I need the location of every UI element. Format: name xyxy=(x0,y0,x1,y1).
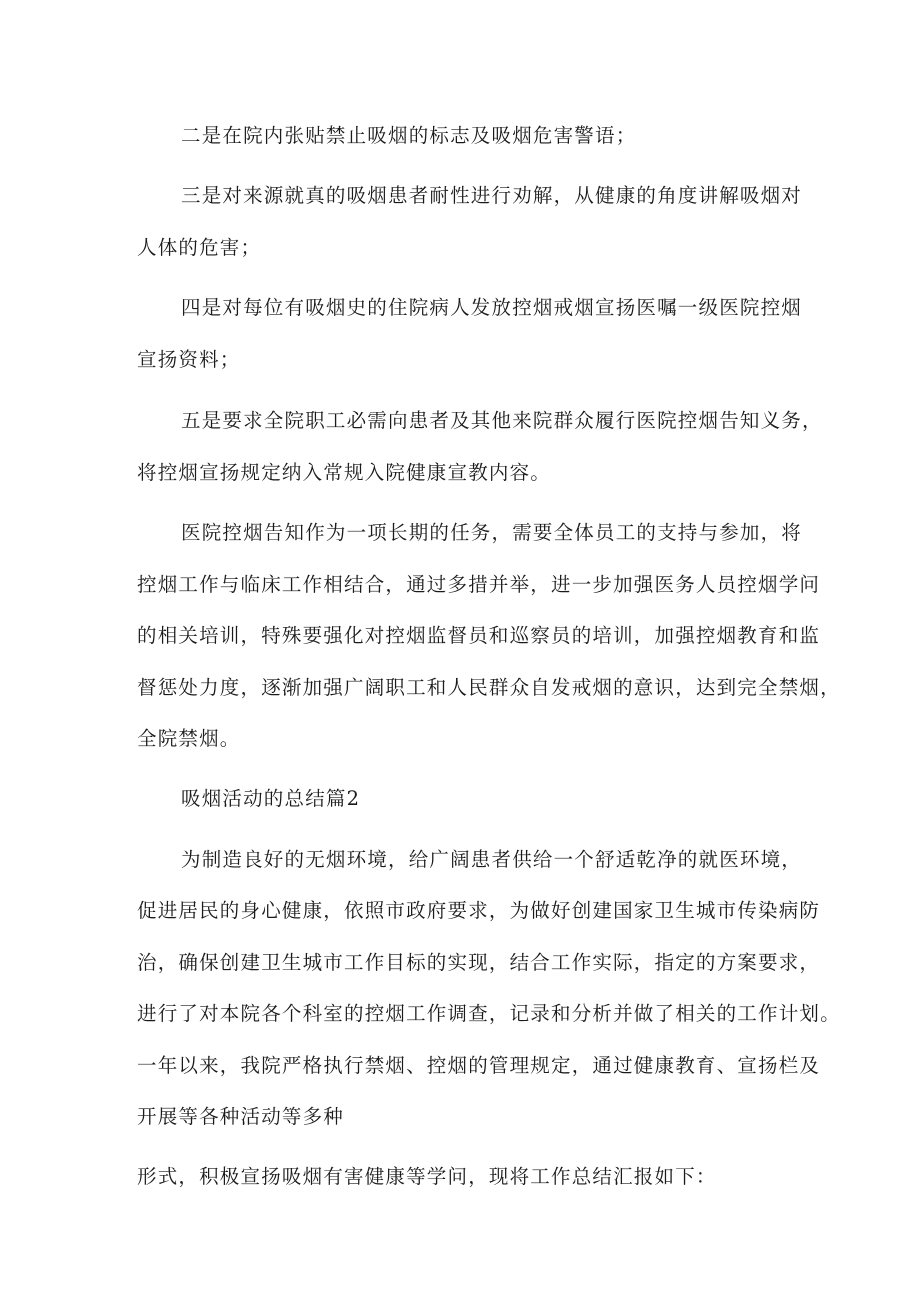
text-line: 控烟工作与临床工作相结合，通过多措并举，进一步加强医务人员控烟学问 xyxy=(137,573,821,596)
text-line: 二是在院内张贴禁止吸烟的标志及吸烟危害警语； xyxy=(181,124,637,147)
text-line: 医院控烟告知作为一项长期的任务，需要全体员工的支持与参加，将 xyxy=(181,521,803,544)
text-line: 一年以来，我院严格执行禁烟、控烟的管理规定，通过健康教育、宣扬栏及 xyxy=(137,1054,821,1077)
text-line: 治，确保创建卫生城市工作目标的实现，结合工作实际，指定的方案要求， xyxy=(137,951,821,974)
text-line: 五是要求全院职工必需向患者及其他来院群众履行医院控烟告知义务， xyxy=(181,409,823,432)
text-line: 三是对来源就真的吸烟患者耐性进行劝解，从健康的角度讲解吸烟对 xyxy=(181,184,803,207)
text-line: 为制造良好的无烟环境，给广阔患者供给一个舒适乾净的就医环境， xyxy=(181,848,803,871)
text-line: 促进居民的身心健康，依照市政府要求，为做好创建国家卫生城市传染病防 xyxy=(137,899,821,922)
text-line: 进行了对本院各个科室的控烟工作调查，记录和分析并做了相关的工作计划。 xyxy=(137,1002,841,1025)
text-line: 全院禁烟。 xyxy=(137,727,241,750)
text-line: 督惩处力度，逐渐加强广阔职工和人民群众自发戒烟的意识，达到完全禁烟， xyxy=(137,676,841,699)
heading-text: 吸烟活动的总结篇2 xyxy=(181,787,361,810)
text-line: 的相关培训，特殊要强化对控烟监督员和巡察员的培训，加强控烟教育和监 xyxy=(137,624,821,647)
text-line: 形式，积极宣扬吸烟有害健康等学问，现将工作总结汇报如下： xyxy=(137,1165,717,1188)
text-line: 将控烟宣扬规定纳入常规入院健康宣教内容。 xyxy=(137,461,552,484)
text-line: 人体的危害； xyxy=(137,236,262,259)
text-line: 宣扬资料； xyxy=(137,348,241,371)
text-line: 开展等各种活动等多种 xyxy=(137,1105,345,1128)
text-line: 四是对每位有吸烟史的住院病人发放控烟戒烟宣扬医嘱一级医院控烟 xyxy=(181,296,803,319)
